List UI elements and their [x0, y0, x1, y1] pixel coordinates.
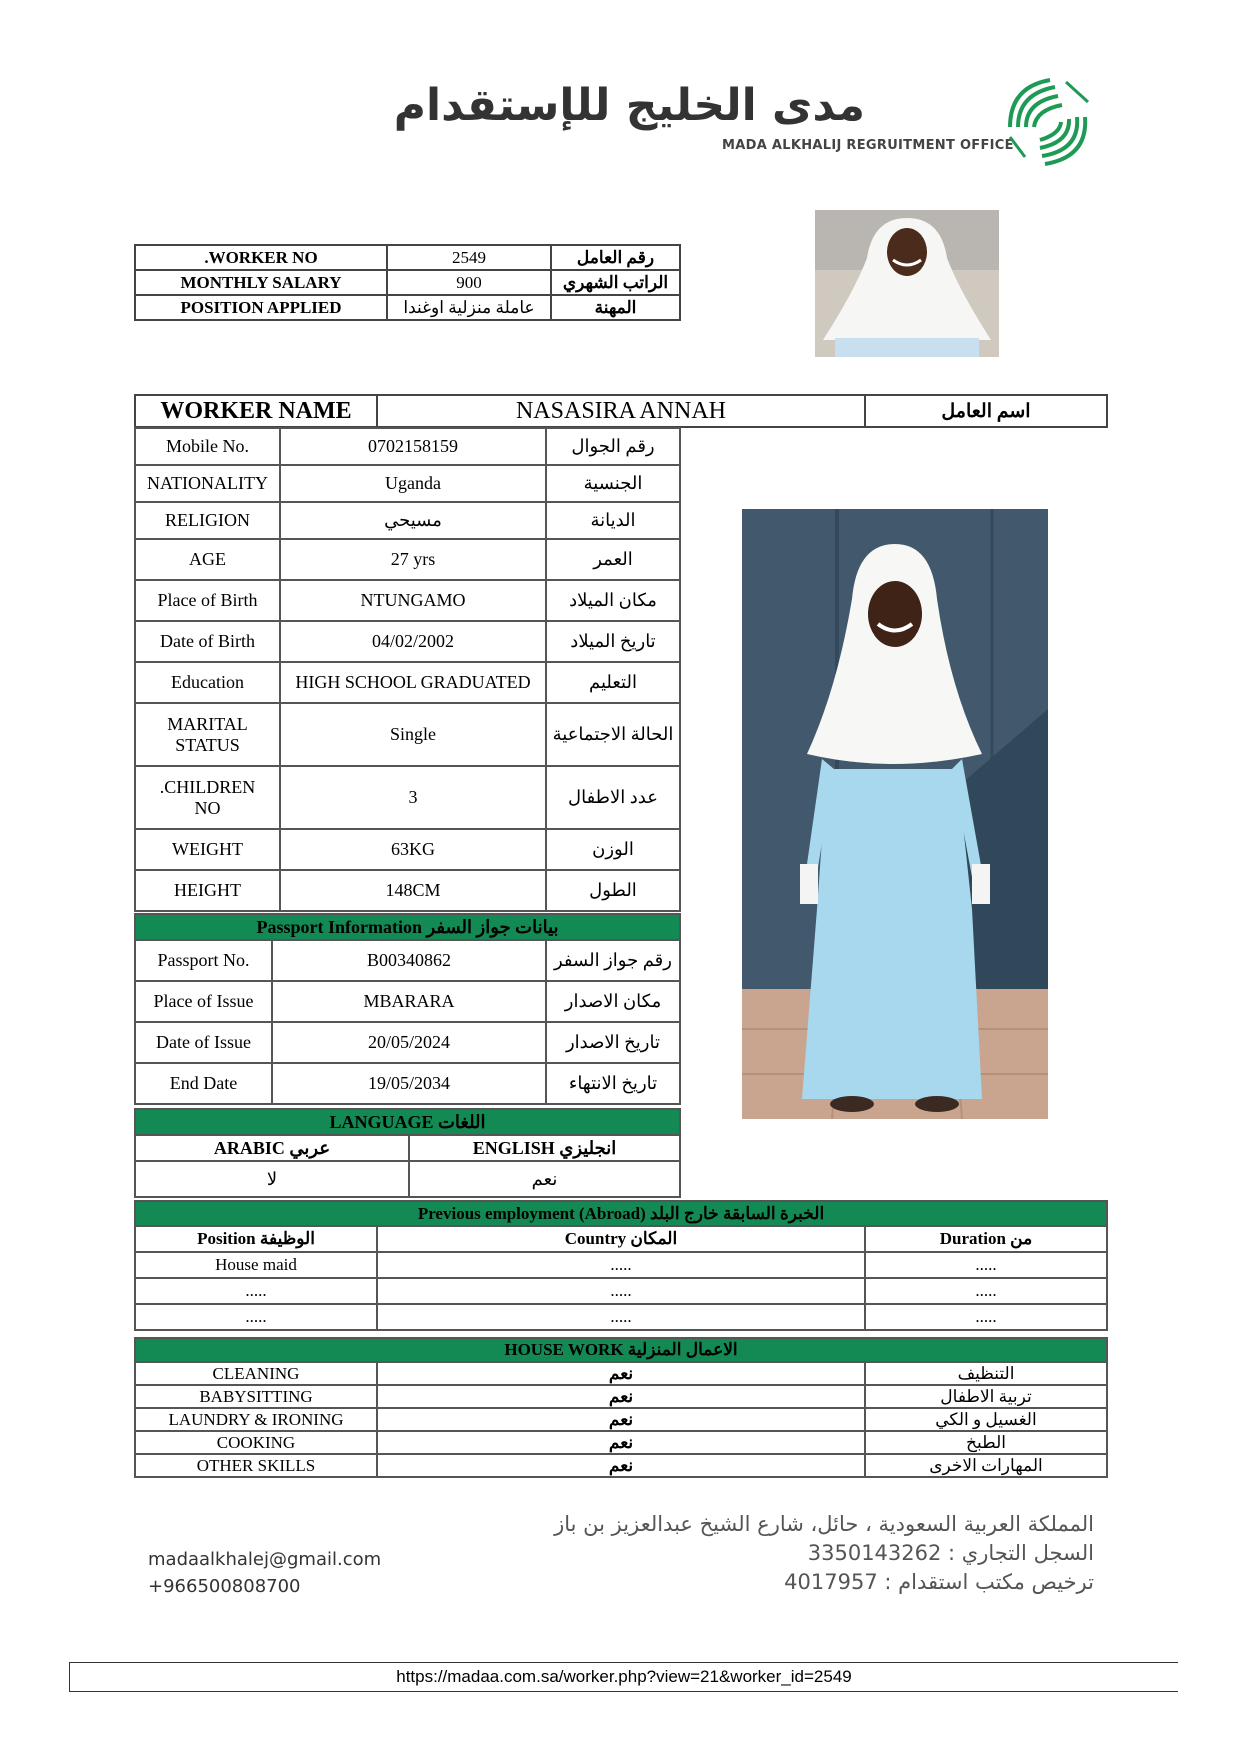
table-row	[135, 1304, 1107, 1330]
english-label: ENGLISH انجليزي	[409, 1135, 680, 1161]
table-row	[135, 981, 680, 1022]
table-row	[135, 539, 680, 580]
skill-label-ar: الطبخ	[865, 1431, 1107, 1454]
passport-table	[134, 913, 681, 1105]
table-row	[135, 1408, 1107, 1431]
worker-photo-large	[742, 509, 1048, 1119]
detail-label-ar: الطول	[546, 870, 680, 911]
worker-no-label-ar: رقم العامل	[551, 245, 680, 270]
skill-label: OTHER SKILLS	[135, 1454, 377, 1477]
table-row	[135, 1454, 1107, 1477]
detail-value: 63KG	[280, 829, 546, 870]
arabic-label: ARABIC عربي	[135, 1135, 409, 1161]
employment-cell: .....	[135, 1278, 377, 1304]
detail-label: AGE	[135, 539, 280, 580]
top-info-table	[134, 244, 681, 321]
table-row	[135, 395, 1107, 427]
employment-cell: .....	[865, 1252, 1107, 1278]
detail-label-ar: الحالة الاجتماعية	[546, 703, 680, 766]
employment-section-title: Previous employment (Abroad) الخبرة السابقة خارج البلد	[135, 1201, 1107, 1226]
employment-cell: .....	[377, 1304, 865, 1330]
table-row	[135, 870, 680, 911]
page-url[interactable]: https://madaa.com.sa/worker.php?view=21&worker_id=2549	[69, 1662, 1178, 1692]
employment-table	[134, 1200, 1108, 1331]
footer-email[interactable]: madaalkhalej@gmail.com	[148, 1549, 382, 1570]
detail-label-ar: رقم الجوال	[546, 428, 680, 465]
passport-label-ar: تاريخ الاصدار	[546, 1022, 680, 1063]
detail-value: NTUNGAMO	[280, 580, 546, 621]
footer-commercial-register: السجل التجاري : 3350143262	[807, 1541, 1094, 1565]
employment-cell: .....	[865, 1304, 1107, 1330]
skill-label: CLEANING	[135, 1362, 377, 1385]
passport-label-ar: رقم جواز السفر	[546, 940, 680, 981]
table-row	[135, 428, 680, 465]
table-row	[135, 270, 680, 295]
detail-label-ar: الجنسية	[546, 465, 680, 502]
skill-value: نعم	[377, 1454, 865, 1477]
worker-photo-small	[815, 210, 999, 357]
detail-label: NATIONALITY	[135, 465, 280, 502]
passport-value: B00340862	[272, 940, 546, 981]
table-row	[135, 1201, 1107, 1226]
worker-name-label-ar: اسم العامل	[865, 395, 1107, 427]
skill-label-ar: الغسيل و الكي	[865, 1408, 1107, 1431]
arabic-value: لا	[135, 1161, 409, 1197]
position-label-ar: المهنة	[551, 295, 680, 320]
employment-header: Duration من	[865, 1226, 1107, 1252]
footer-phone[interactable]: +966500808700	[148, 1576, 301, 1597]
employment-header: Position الوظيفة	[135, 1226, 377, 1252]
detail-label: Place of Birth	[135, 580, 280, 621]
passport-value: MBARARA	[272, 981, 546, 1022]
table-row	[135, 940, 680, 981]
table-row	[135, 1338, 1107, 1362]
table-row	[135, 766, 680, 829]
table-row	[135, 1135, 680, 1161]
footer-license: ترخيص مكتب استقدام : 4017957	[784, 1570, 1094, 1594]
worker-name-table	[134, 394, 1108, 428]
table-row	[135, 1252, 1107, 1278]
passport-value: 19/05/2034	[272, 1063, 546, 1104]
passport-label-ar: مكان الاصدار	[546, 981, 680, 1022]
table-row	[135, 1161, 680, 1197]
skill-value: نعم	[377, 1362, 865, 1385]
table-row	[135, 1362, 1107, 1385]
table-row	[135, 580, 680, 621]
language-table	[134, 1108, 681, 1198]
table-row	[135, 1431, 1107, 1454]
house-work-table	[134, 1337, 1108, 1478]
skill-label: LAUNDRY & IRONING	[135, 1408, 377, 1431]
skill-value: نعم	[377, 1385, 865, 1408]
detail-label: RELIGION	[135, 502, 280, 539]
detail-value: 3	[280, 766, 546, 829]
details-table	[134, 427, 681, 912]
table-row	[135, 829, 680, 870]
detail-value: 27 yrs	[280, 539, 546, 580]
table-row	[135, 1063, 680, 1104]
detail-value: Single	[280, 703, 546, 766]
employment-cell: House maid	[135, 1252, 377, 1278]
employment-cell: .....	[377, 1278, 865, 1304]
detail-value: 0702158159	[280, 428, 546, 465]
detail-label-ar: التعليم	[546, 662, 680, 703]
skill-label-ar: التنظيف	[865, 1362, 1107, 1385]
salary-label: MONTHLY SALARY	[135, 270, 387, 295]
worker-name-label: WORKER NAME	[135, 395, 377, 427]
logo-icon	[1000, 72, 1095, 177]
detail-label: Education	[135, 662, 280, 703]
skill-label-ar: المهارات الاخرى	[865, 1454, 1107, 1477]
skill-label-ar: تربية الاطفال	[865, 1385, 1107, 1408]
detail-label: Date of Birth	[135, 621, 280, 662]
detail-label: .CHILDREN NO	[135, 766, 280, 829]
worker-name-value: NASASIRA ANNAH	[377, 395, 865, 427]
table-row	[135, 502, 680, 539]
table-row	[135, 662, 680, 703]
table-row	[135, 914, 680, 940]
detail-value: مسيحي	[280, 502, 546, 539]
passport-label: Place of Issue	[135, 981, 272, 1022]
detail-value: HIGH SCHOOL GRADUATED	[280, 662, 546, 703]
table-row	[135, 1226, 1107, 1252]
table-row	[135, 1109, 680, 1135]
detail-label: Mobile No.	[135, 428, 280, 465]
salary-value: 900	[387, 270, 551, 295]
detail-label: WEIGHT	[135, 829, 280, 870]
table-row	[135, 1385, 1107, 1408]
passport-value: 20/05/2024	[272, 1022, 546, 1063]
skill-label: BABYSITTING	[135, 1385, 377, 1408]
detail-label-ar: تاريخ الميلاد	[546, 621, 680, 662]
passport-label: Date of Issue	[135, 1022, 272, 1063]
worker-no-value: 2549	[387, 245, 551, 270]
table-row	[135, 245, 680, 270]
position-label: POSITION APPLIED	[135, 295, 387, 320]
footer-contact-block	[148, 1546, 381, 1600]
skill-label: COOKING	[135, 1431, 377, 1454]
house-work-section-title: HOUSE WORK الاعمال المنزلية	[135, 1338, 1107, 1362]
passport-label-ar: تاريخ الانتهاء	[546, 1063, 680, 1104]
skill-value: نعم	[377, 1408, 865, 1431]
employment-cell: .....	[135, 1304, 377, 1330]
table-row	[135, 465, 680, 502]
passport-section-title: Passport Information بيانات جواز السفر	[135, 914, 680, 940]
detail-label-ar: الوزن	[546, 829, 680, 870]
logo-arabic-text: مدى الخليج للإستقدام	[393, 80, 865, 131]
skill-value: نعم	[377, 1431, 865, 1454]
salary-label-ar: الراتب الشهري	[551, 270, 680, 295]
worker-no-label: .WORKER NO	[135, 245, 387, 270]
logo-english-text: MADA ALKHALIJ REGRUITMENT OFFICE	[722, 138, 1014, 153]
detail-value: Uganda	[280, 465, 546, 502]
detail-label-ar: عدد الاطفال	[546, 766, 680, 829]
employment-cell: .....	[865, 1278, 1107, 1304]
detail-label-ar: مكان الميلاد	[546, 580, 680, 621]
language-section-title: LANGUAGE اللغات	[135, 1109, 680, 1135]
detail-value: 148CM	[280, 870, 546, 911]
detail-value: 04/02/2002	[280, 621, 546, 662]
detail-label: HEIGHT	[135, 870, 280, 911]
detail-label-ar: الديانة	[546, 502, 680, 539]
table-row	[135, 1022, 680, 1063]
employment-cell: .....	[377, 1252, 865, 1278]
table-row	[135, 703, 680, 766]
table-row	[135, 295, 680, 320]
detail-label-ar: العمر	[546, 539, 680, 580]
table-row	[135, 1278, 1107, 1304]
footer-address-block	[554, 1510, 1094, 1597]
employment-header: Country المكان	[377, 1226, 865, 1252]
footer-address: المملكة العربية السعودية ، حائل، شارع الشيخ عبدالعزيز بن باز	[554, 1512, 1094, 1536]
passport-label: Passport No.	[135, 940, 272, 981]
table-row	[135, 621, 680, 662]
position-value: عاملة منزلية اوغندا	[387, 295, 551, 320]
detail-label: MARITAL STATUS	[135, 703, 280, 766]
passport-label: End Date	[135, 1063, 272, 1104]
english-value: نعم	[409, 1161, 680, 1197]
